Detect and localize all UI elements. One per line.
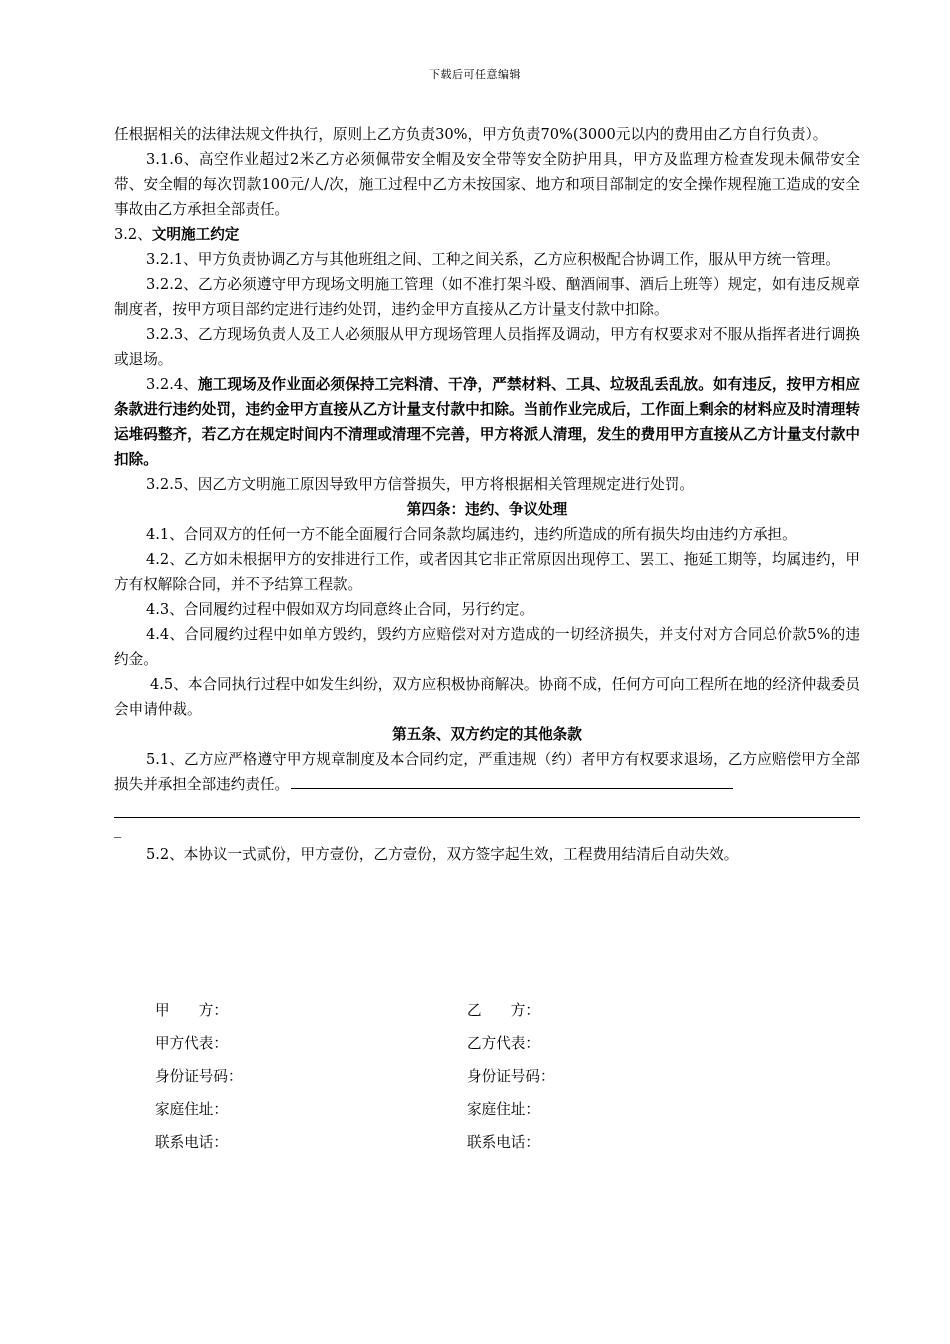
party-b-representative-label: 乙方代表： — [467, 1035, 540, 1052]
party-a-address-label: 家庭住址： — [155, 1101, 228, 1118]
fill-in-line-full — [114, 797, 860, 818]
paragraph-4-3: 4.3、合同履约过程中假如双方均同意终止合同，另行约定。 — [146, 601, 535, 618]
signature-row — [155, 1093, 855, 1126]
fill-in-line — [291, 774, 733, 789]
paragraph-liability-end: 任根据相关的法律法规文件执行，原则上乙方负责30%，甲方负责70%(3000元以内的费用由乙方自行负责）。 — [114, 126, 828, 143]
paragraph-5-1 — [114, 747, 860, 797]
party-b-label: 乙 方： — [467, 1002, 540, 1019]
paragraph-3-2-1: 3.2.1、甲方负责协调乙方与其他班组之间、工种之间关系，乙方应积极配合协调工作，服从甲方统一管理。 — [146, 251, 840, 268]
paragraph-3-1-6: 3.1.6、高空作业超过2米乙方必须佩带安全帽及安全带等安全防护用具，甲方及监理方检查发现未佩带安全带、安全帽的每次罚款100元/人/次，施工过程中乙方未按国家、地方和项目部制定的安全操作规程施工造成的安全事故由乙方承担全部责任。 — [114, 151, 860, 218]
paragraph-3-2-4 — [114, 372, 860, 472]
paragraph-3-2-4-text: 施工现场及作业面必须保持工完料清、干净，严禁材料、工具、垃圾乱丢乱放。如有违反，按甲方相应条款进行违约处罚，违约金甲方直接从乙方计量支付款中扣除。当前作业完成后，工作面上剩余的材料应及时清理转运堆码整齐，若乙方在规定时间内不清理或清理不完善，甲方将派人清理，发生的费用甲方直接从乙方计量支付款中扣除。 — [114, 376, 860, 468]
paragraph-5-2: 5.2、本协议一式贰份，甲方壹份，乙方壹份，双方签字起生效，工程费用结清后自动失效。 — [146, 846, 739, 863]
paragraph-3-2-3: 3.2.3、乙方现场负责人及工人必须服从甲方现场管理人员指挥及调动，甲方有权要求对不服从指挥者进行调换或退场。 — [114, 326, 860, 368]
fill-in-dash: _ — [114, 821, 122, 838]
article-5-heading: 第五条、双方约定的其他条款 — [392, 726, 582, 743]
signature-row — [155, 1027, 855, 1060]
section-3-2-heading — [114, 222, 860, 247]
document-body — [114, 122, 860, 867]
signature-row — [155, 1126, 855, 1159]
section-3-2-number: 3.2、 — [114, 226, 152, 243]
signature-block — [155, 994, 855, 1159]
article-4-heading: 第四条：违约、争议处理 — [406, 501, 568, 518]
party-b-address-label: 家庭住址： — [467, 1101, 540, 1118]
party-a-id-label: 身份证号码： — [155, 1068, 243, 1085]
signature-row — [155, 994, 855, 1027]
party-a-representative-label: 甲方代表： — [155, 1035, 228, 1052]
party-b-phone-label: 联系电话： — [467, 1134, 540, 1151]
section-3-2-title: 文明施工约定 — [151, 226, 240, 243]
paragraph-3-2-4-number: 3.2.4、 — [146, 376, 198, 393]
paragraph-4-1: 4.1、合同双方的任何一方不能全面履行合同条款均属违约，违约所造成的所有损失均由违约方承担。 — [146, 526, 797, 543]
paragraph-4-2: 4.2、乙方如未根据甲方的安排进行工作，或者因其它非正常原因出现停工、罢工、拖延工期等，均属违约，甲方有权解除合同，并不予结算工程款。 — [114, 551, 860, 593]
paragraph-3-2-5: 3.2.5、因乙方文明施工原因导致甲方信誉损失，甲方将根据相关管理规定进行处罚。 — [146, 476, 694, 493]
paragraph-5-1-text: 5.1、乙方应严格遵守甲方规章制度及本合同约定，严重违规（约）者甲方有权要求退场，乙方应赔偿甲方全部损失并承担全部违约责任。 — [114, 751, 860, 793]
paragraph-4-5: 4.5、本合同执行过程中如发生纠纷，双方应积极协商解决。协商不成，任何方可向工程所在地的经济仲裁委员会申请仲裁。 — [114, 676, 860, 718]
party-b-id-label: 身份证号码： — [467, 1068, 555, 1085]
party-a-phone-label: 联系电话： — [155, 1134, 228, 1151]
paragraph-3-2-2: 3.2.2、乙方必须遵守甲方现场文明施工管理（如不准打架斗殴、酗酒闹事、酒后上班等）规定，如有违反规章制度者，按甲方项目部约定进行违约处罚，违约金甲方直接从乙方计量支付款中扣除。 — [114, 276, 860, 318]
paragraph-4-4: 4.4、合同履约过程中如单方毁约，毁约方应赔偿对对方造成的一切经济损失，并支付对方合同总价款5%的违约金。 — [114, 626, 860, 668]
page-header: 下载后可任意编辑 — [429, 68, 521, 81]
party-a-label: 甲 方： — [155, 1002, 228, 1019]
signature-row — [155, 1060, 855, 1093]
